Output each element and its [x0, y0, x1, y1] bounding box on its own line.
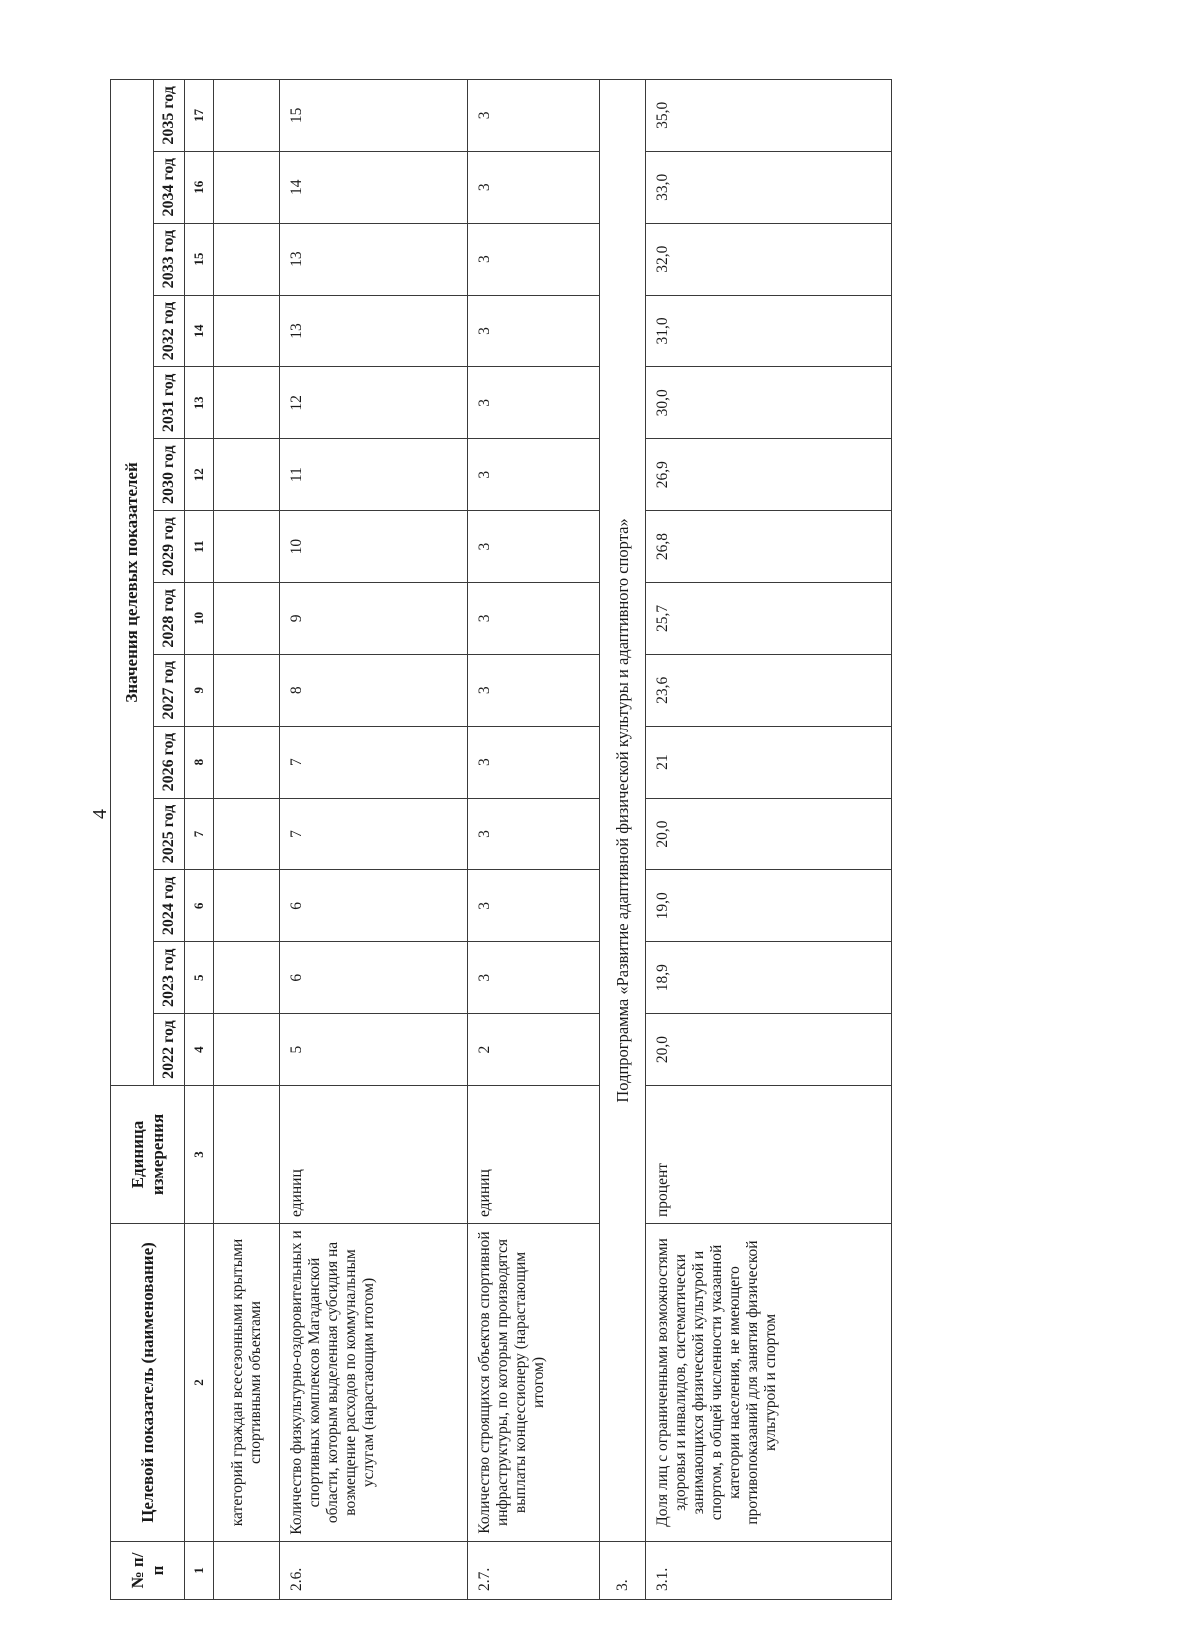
value-cell [214, 582, 280, 654]
value-cell: 12 [280, 367, 468, 439]
column-number: 10 [185, 582, 214, 654]
header-no: № п/п [111, 1542, 185, 1600]
value-cell: 26,9 [646, 439, 892, 511]
value-cell [214, 367, 280, 439]
column-number: 1 [185, 1542, 214, 1600]
value-cell [214, 654, 280, 726]
column-number: 17 [185, 79, 214, 151]
value-cell: 3 [468, 511, 600, 583]
value-cell: 3 [468, 439, 600, 511]
table-row [214, 79, 280, 1599]
value-cell [214, 439, 280, 511]
header-year: 2030 год [154, 439, 185, 511]
row-number: 2.6. [280, 1542, 468, 1600]
header-year: 2033 год [154, 223, 185, 295]
header-unit: Единица измерения [111, 1086, 185, 1224]
table-row [280, 79, 468, 1599]
value-cell [214, 295, 280, 367]
value-cell: 3 [468, 223, 600, 295]
value-cell: 3 [468, 582, 600, 654]
header-year: 2025 год [154, 798, 185, 870]
header-year: 2029 год [154, 511, 185, 583]
column-number: 15 [185, 223, 214, 295]
column-number: 8 [185, 726, 214, 798]
value-cell: 3 [468, 151, 600, 223]
column-number: 4 [185, 1014, 214, 1086]
column-number: 11 [185, 511, 214, 583]
row-number: 3.1. [646, 1542, 892, 1600]
header-year: 2034 год [154, 151, 185, 223]
value-cell: 33,0 [646, 151, 892, 223]
row-number: 2.7. [468, 1542, 600, 1600]
header-year: 2023 год [154, 942, 185, 1014]
value-cell [214, 870, 280, 942]
value-cell: 15 [280, 79, 468, 151]
indicator-name: Количество физкультурно-оздоровительных и спортивных комплексов Магаданской области, которым выделенная субсидия на возмещение расходов по коммунальным услугам (нарастающим итогом) [280, 1224, 468, 1542]
header-year: 2035 год [154, 79, 185, 151]
target-indicators-table [110, 79, 892, 1600]
row-number [214, 1542, 280, 1600]
indicator-name: категорий граждан всесезонными крытыми спортивными объектами [214, 1224, 280, 1542]
header-row [111, 79, 154, 1599]
column-number: 13 [185, 367, 214, 439]
page-number: 4 [89, 809, 111, 819]
value-cell: 3 [468, 367, 600, 439]
column-number: 7 [185, 798, 214, 870]
value-cell: 14 [280, 151, 468, 223]
value-cell [214, 151, 280, 223]
column-number: 3 [185, 1086, 214, 1224]
value-cell: 3 [468, 79, 600, 151]
value-cell: 7 [280, 798, 468, 870]
column-number: 5 [185, 942, 214, 1014]
column-number: 12 [185, 439, 214, 511]
column-number: 2 [185, 1224, 214, 1542]
value-cell: 13 [280, 223, 468, 295]
value-cell: 25,7 [646, 582, 892, 654]
header-year: 2028 год [154, 582, 185, 654]
value-cell: 30,0 [646, 367, 892, 439]
indicator-unit [214, 1086, 280, 1224]
column-number: 6 [185, 870, 214, 942]
subprogram-title: Подпрограмма «Развитие адаптивной физической культуры и адаптивного спорта» [600, 79, 646, 1541]
value-cell [214, 79, 280, 151]
value-cell: 2 [468, 1014, 600, 1086]
value-cell: 20,0 [646, 798, 892, 870]
subprogram-row [600, 79, 646, 1599]
indicator-name: Количество строящихся объектов спортивной инфраструктуры, по которым производятся выплаты концессионеру (нарастающим итогом) [468, 1224, 600, 1542]
header-year: 2024 год [154, 870, 185, 942]
value-cell: 3 [468, 870, 600, 942]
value-cell [214, 798, 280, 870]
header-name: Целевой показатель (наименование) [111, 1224, 185, 1542]
subprogram-number: 3. [600, 1542, 646, 1600]
value-cell: 8 [280, 654, 468, 726]
rotated-table-container [110, 80, 1150, 1600]
value-cell: 5 [280, 1014, 468, 1086]
column-number: 14 [185, 295, 214, 367]
value-cell: 20,0 [646, 1014, 892, 1086]
value-cell: 13 [280, 295, 468, 367]
header-values: Значения целевых показателей [111, 79, 154, 1085]
table-row [468, 79, 600, 1599]
value-cell [214, 1014, 280, 1086]
value-cell [214, 223, 280, 295]
value-cell: 3 [468, 726, 600, 798]
table-row [646, 79, 892, 1599]
value-cell: 7 [280, 726, 468, 798]
value-cell: 26,8 [646, 511, 892, 583]
header-year: 2022 год [154, 1014, 185, 1086]
header-year: 2027 год [154, 654, 185, 726]
value-cell: 21 [646, 726, 892, 798]
value-cell: 10 [280, 511, 468, 583]
column-number: 9 [185, 654, 214, 726]
value-cell: 3 [468, 798, 600, 870]
value-cell: 3 [468, 295, 600, 367]
header-year: 2032 год [154, 295, 185, 367]
value-cell: 6 [280, 942, 468, 1014]
value-cell: 6 [280, 870, 468, 942]
header-year: 2026 год [154, 726, 185, 798]
column-numbers-row [185, 79, 214, 1599]
value-cell: 19,0 [646, 870, 892, 942]
value-cell: 18,9 [646, 942, 892, 1014]
column-number: 16 [185, 151, 214, 223]
value-cell: 3 [468, 654, 600, 726]
indicator-unit: процент [646, 1086, 892, 1224]
indicator-unit: единиц [468, 1086, 600, 1224]
value-cell: 23,6 [646, 654, 892, 726]
value-cell [214, 511, 280, 583]
value-cell: 9 [280, 582, 468, 654]
value-cell: 35,0 [646, 79, 892, 151]
value-cell: 31,0 [646, 295, 892, 367]
value-cell [214, 726, 280, 798]
value-cell: 32,0 [646, 223, 892, 295]
value-cell [214, 942, 280, 1014]
header-year: 2031 год [154, 367, 185, 439]
value-cell: 3 [468, 942, 600, 1014]
value-cell: 11 [280, 439, 468, 511]
indicator-name: Доля лиц с ограниченными возможностями здоровья и инвалидов, систематически занимающихся физической культурой и спортом, в общей численности указанной категории населения, не имеющего противопоказаний для занятия физической культурой и спортом [646, 1224, 892, 1542]
indicator-unit: единиц [280, 1086, 468, 1224]
